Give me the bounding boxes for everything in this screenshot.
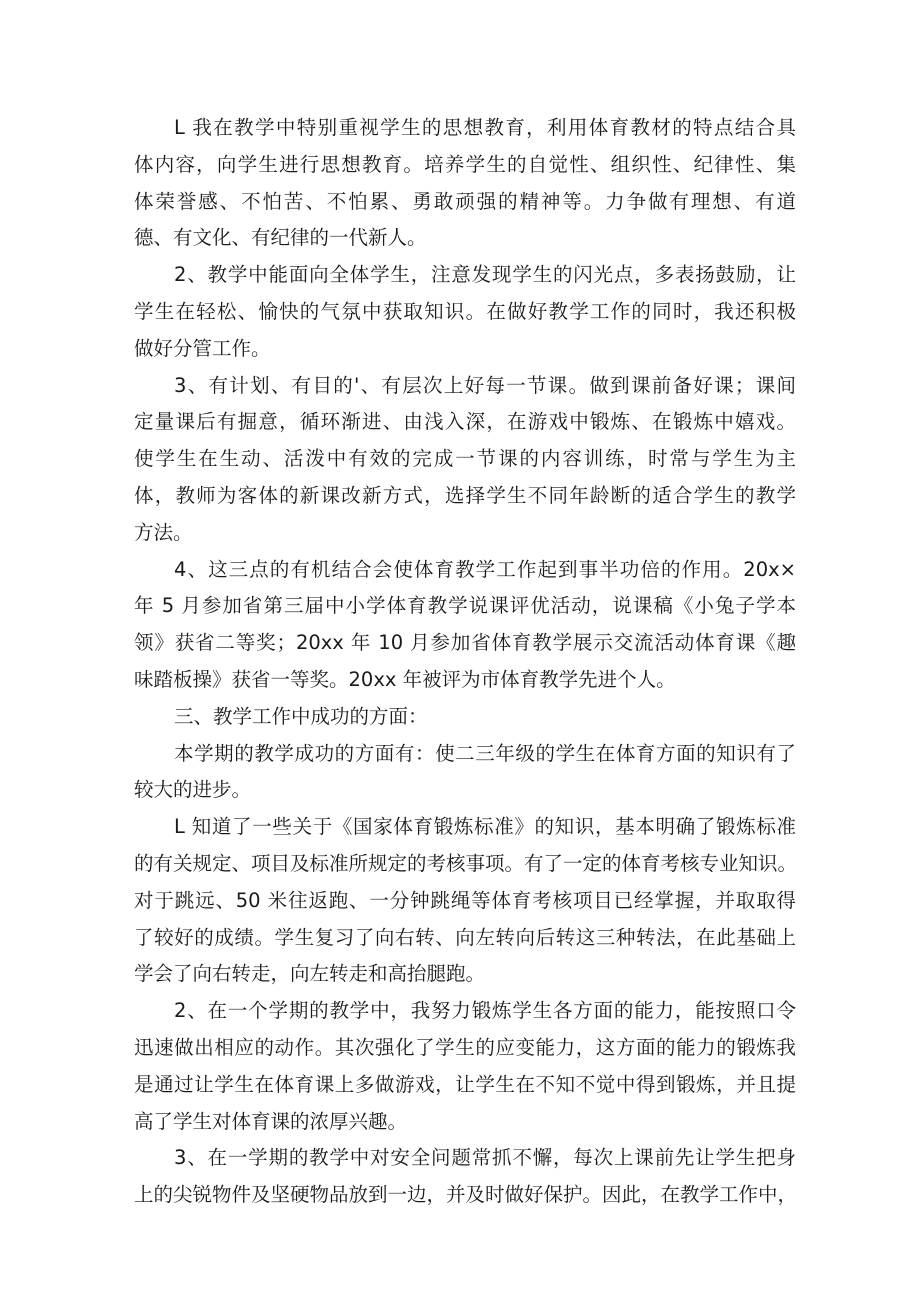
text-line: 了较好的成绩。学生复习了向右转、向左转向后转这三种转法，在此基础上 — [134, 925, 796, 949]
text-line: 迅速做出相应的动作。其次强化了学生的应变能力，这方面的能力的锻炼我 — [134, 1035, 796, 1059]
text-line: 体荣誉感、不怕苦、不怕累、勇敢顽强的精神等。力争做有理想、有道 — [134, 189, 796, 213]
text-line: 上的尖锐物件及坚硬物品放到一边，并及时做好保护。因此，在教学工作中， — [134, 1183, 798, 1207]
text-line: 使学生在生动、活泼中有效的完成一节课的内容训练，时常与学生为主 — [134, 447, 796, 471]
text-line: 年 5 月参加省第三届中小学体育教学说课评优活动，说课稿《小兔子学本 — [134, 594, 796, 618]
text-line: 2、教学中能面向全体学生，注意发现学生的闪光点，多表扬鼓励，让 — [174, 263, 796, 287]
text-line: 体，教师为客体的新课改新方式，选择学生不同年龄断的适合学生的教学 — [134, 483, 796, 507]
text-line: 3、在一学期的教学中对安全问题常抓不懈，每次上课前先让学生把身 — [174, 1146, 796, 1170]
text-line: 学生在轻松、愉快的气氛中获取知识。在做好教学工作的同时，我还积极 — [134, 299, 796, 323]
text-line: 高了学生对体育课的浓厚兴趣。 — [134, 1109, 408, 1133]
text-line: 方法。 — [134, 520, 193, 544]
text-line: 学会了向右转走，向左转走和高抬腿跑。 — [134, 962, 486, 986]
text-line: 对于跳远、50 米往返跑、一分钟跳绳等体育考核项目已经掌握，并取取得 — [134, 888, 796, 912]
text-line: 4、这三点的有机结合会使体育教学工作起到事半功倍的作用。20x× — [174, 557, 796, 581]
text-line: 2、在一个学期的教学中，我努力锻炼学生各方面的能力，能按照口令 — [174, 999, 796, 1023]
text-line: 三、教学工作中成功的方面： — [174, 704, 428, 728]
text-line: L 我在教学中特别重视学生的思想教育，利用体育教材的特点结合具 — [174, 116, 796, 139]
text-line: 的有关规定、项目及标准所规定的考核事项。有了一定的体育考核专业知识。 — [134, 851, 798, 875]
text-line: L 知道了一些关于《国家体育锻炼标准》的知识，基本明确了锻炼标准 — [174, 815, 796, 839]
text-line: 较大的进步。 — [134, 778, 252, 802]
text-line: 做好分管工作。 — [134, 336, 271, 360]
text-line: 领》获省二等奖；20xx 年 10 月参加省体育教学展示交流活动体育课《趣 — [134, 631, 796, 655]
text-line: 3、有计划、有目的'、有层次上好每一节课。做到课前备好课；课间 — [174, 373, 796, 397]
document-body — [134, 110, 796, 1214]
text-line: 本学期的教学成功的方面有：使二三年级的学生在体育方面的知识有了 — [174, 741, 796, 765]
text-line: 味踏板操》获省一等奖。20xx 年被评为市体育教学先进个人。 — [134, 667, 676, 691]
text-line: 德、有文化、有纪律的一代新人。 — [134, 226, 427, 250]
text-line: 是通过让学生在体育课上多做游戏，让学生在不知不觉中得到锻炼，并且提 — [134, 1072, 796, 1096]
text-line: 体内容，向学生进行思想教育。培养学生的自觉性、组织性、纪律性、集 — [134, 152, 796, 176]
text-line: 定量课后有掘意，循环渐进、由浅入深，在游戏中锻炼、在锻炼中嬉戏。 — [134, 410, 796, 434]
